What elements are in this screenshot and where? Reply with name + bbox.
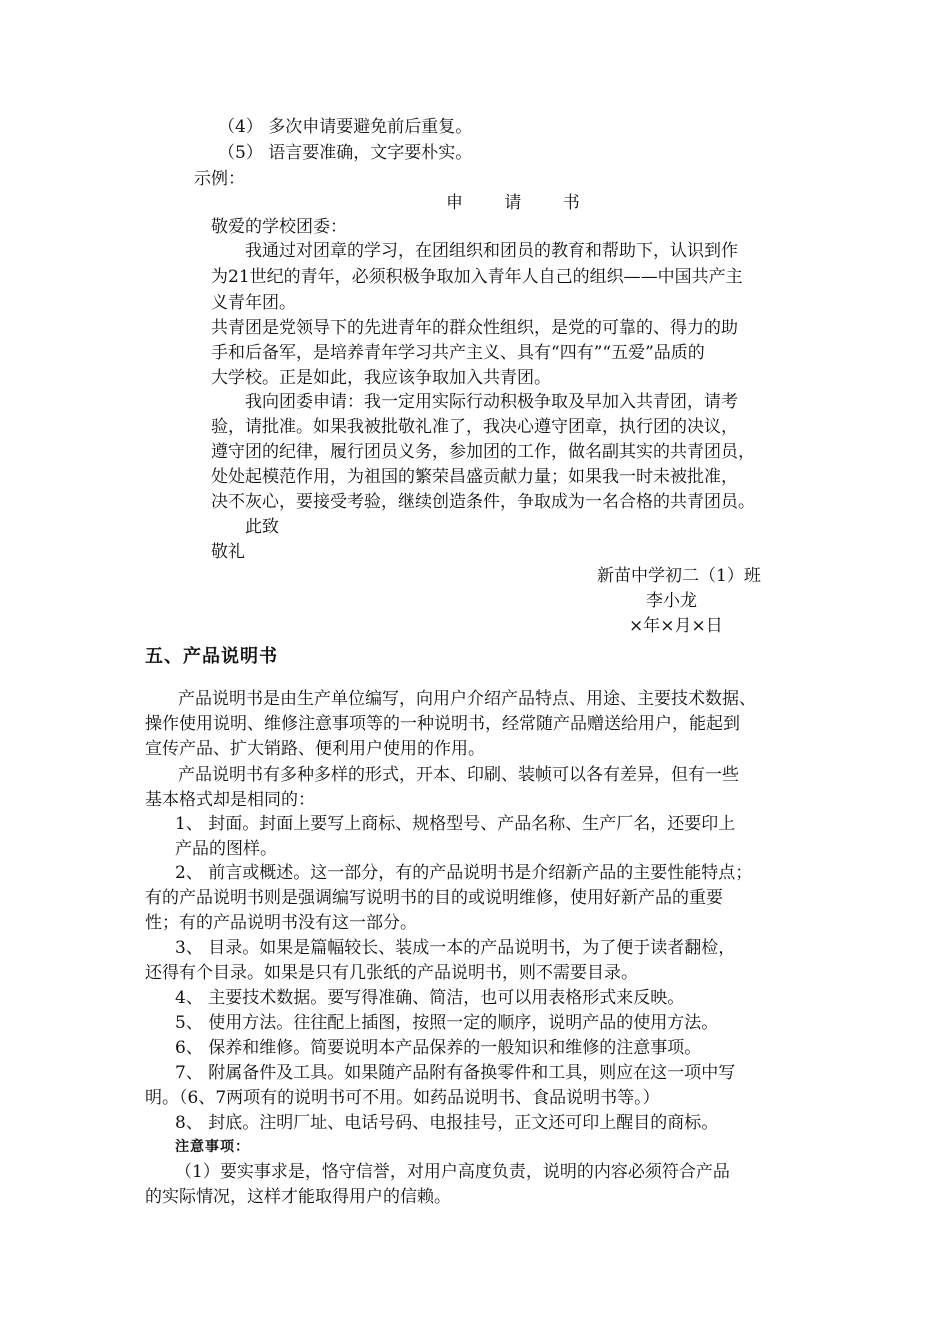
list-item: 还得有个目录。如果是只有几张纸的产品说明书，则不需要目录。: [145, 963, 638, 983]
list-item: 6、 保养和维修。简要说明本产品保养的一般知识和维修的注意事项。: [175, 1038, 702, 1058]
paragraph-line: 基本格式却是相同的：: [145, 790, 315, 810]
list-item: 3、 目录。如果是篇幅较长、装成一本的产品说明书，为了便于读者翻检，: [175, 938, 736, 958]
signature-date: ×年×月×日: [629, 616, 723, 636]
letter-title: 申 请 书: [446, 193, 598, 213]
section-heading: 五、产品说明书: [145, 646, 278, 667]
list-item: （4） 多次申请要避免前后重复。: [218, 117, 473, 137]
paragraph-line: 宣传产品、扩大销路、便利用户使用的作用。: [145, 739, 485, 759]
example-label: 示例：: [194, 169, 245, 189]
list-item: 有的产品说明书则是强调编写说明书的目的或说明维修，使用好新产品的重要: [145, 888, 723, 908]
letter-paragraph-line: 遵守团的纪律，履行团员义务，参加团的工作，做名副其实的共青团员，: [211, 442, 755, 462]
list-item: 2、 前言或概述。这一部分，有的产品说明书是介绍新产品的主要性能特点；: [175, 863, 753, 883]
paragraph-line: 产品说明书有多种多样的形式，开本、印刷、装帧可以各有差异，但有一些: [178, 765, 739, 785]
list-item: 7、 附属备件及工具。如果随产品附有备换零件和工具，则应在这一项中写: [175, 1063, 736, 1083]
letter-paragraph-line: 大学校。正是如此，我应该争取加入共青团。: [211, 368, 551, 388]
notes-heading: 注意事项：: [175, 1139, 250, 1155]
list-item: 8、 封底。注明厂址、电话号码、电报挂号，正文还可印上醒目的商标。: [175, 1113, 719, 1133]
letter-paragraph-line: 为21世纪的青年，必须积极争取加入青年人自己的组织——中国共产主: [211, 267, 743, 287]
paragraph-line: 产品说明书是由生产单位编写，向用户介绍产品特点、用途、主要技术数据、: [178, 689, 756, 709]
letter-closing: 此致: [245, 517, 279, 537]
list-item: 4、 主要技术数据。要写得准确、简洁，也可以用表格形式来反映。: [175, 988, 685, 1008]
letter-paragraph-line: 我向团委申请：我一定用实际行动积极争取及早加入共青团，请考: [245, 392, 738, 412]
list-item: 1、 封面。封面上要写上商标、规格型号、产品名称、生产厂名，还要印上: [175, 814, 736, 834]
letter-paragraph-line: 处处起模范作用，为祖国的繁荣昌盛贡献力量；如果我一时未被批准，: [211, 467, 738, 487]
list-item: 性；有的产品说明书没有这一部分。: [145, 913, 417, 933]
letter-paragraph-line: 手和后备军，是培养青年学习共产主义、具有“四有”“五爱”品质的: [211, 343, 705, 363]
list-item: 产品的图样。: [175, 839, 277, 859]
letter-paragraph-line: 决不灰心，要接受考验，继续创造条件，争取成为一名合格的共青团员。: [211, 492, 755, 512]
list-item: 明。（6、7两项有的说明书可不用。如药品说明书、食品说明书等。）: [145, 1088, 660, 1108]
letter-closing: 敬礼: [211, 542, 245, 562]
signature-name: 李小龙: [646, 591, 697, 611]
paragraph-line: 操作使用说明、维修注意事项等的一种说明书，经常随产品赠送给用户，能起到: [145, 714, 740, 734]
list-item: （1）要实事求是，恪守信誉，对用户高度负责，说明的内容必须符合产品: [175, 1162, 730, 1182]
list-item: 的实际情况，这样才能取得用户的信赖。: [145, 1187, 451, 1207]
letter-paragraph-line: 共青团是党领导下的先进青年的群众性组织，是党的可靠的、得力的助: [211, 318, 738, 338]
signature-school: 新苗中学初二（1）班: [597, 566, 761, 586]
letter-paragraph-line: 验，请批准。如果我被批敬礼准了，我决心遵守团章，执行团的决议，: [211, 417, 738, 437]
list-item: 5、 使用方法。往往配上插图，按照一定的顺序，说明产品的使用方法。: [175, 1013, 719, 1033]
letter-salutation: 敬爱的学校团委：: [211, 217, 347, 237]
letter-paragraph-line: 义青年团。: [211, 293, 296, 313]
list-item: （5） 语言要准确，文字要朴实。: [218, 143, 473, 163]
letter-paragraph-line: 我通过对团章的学习，在团组织和团员的教育和帮助下，认识到作: [245, 241, 738, 261]
